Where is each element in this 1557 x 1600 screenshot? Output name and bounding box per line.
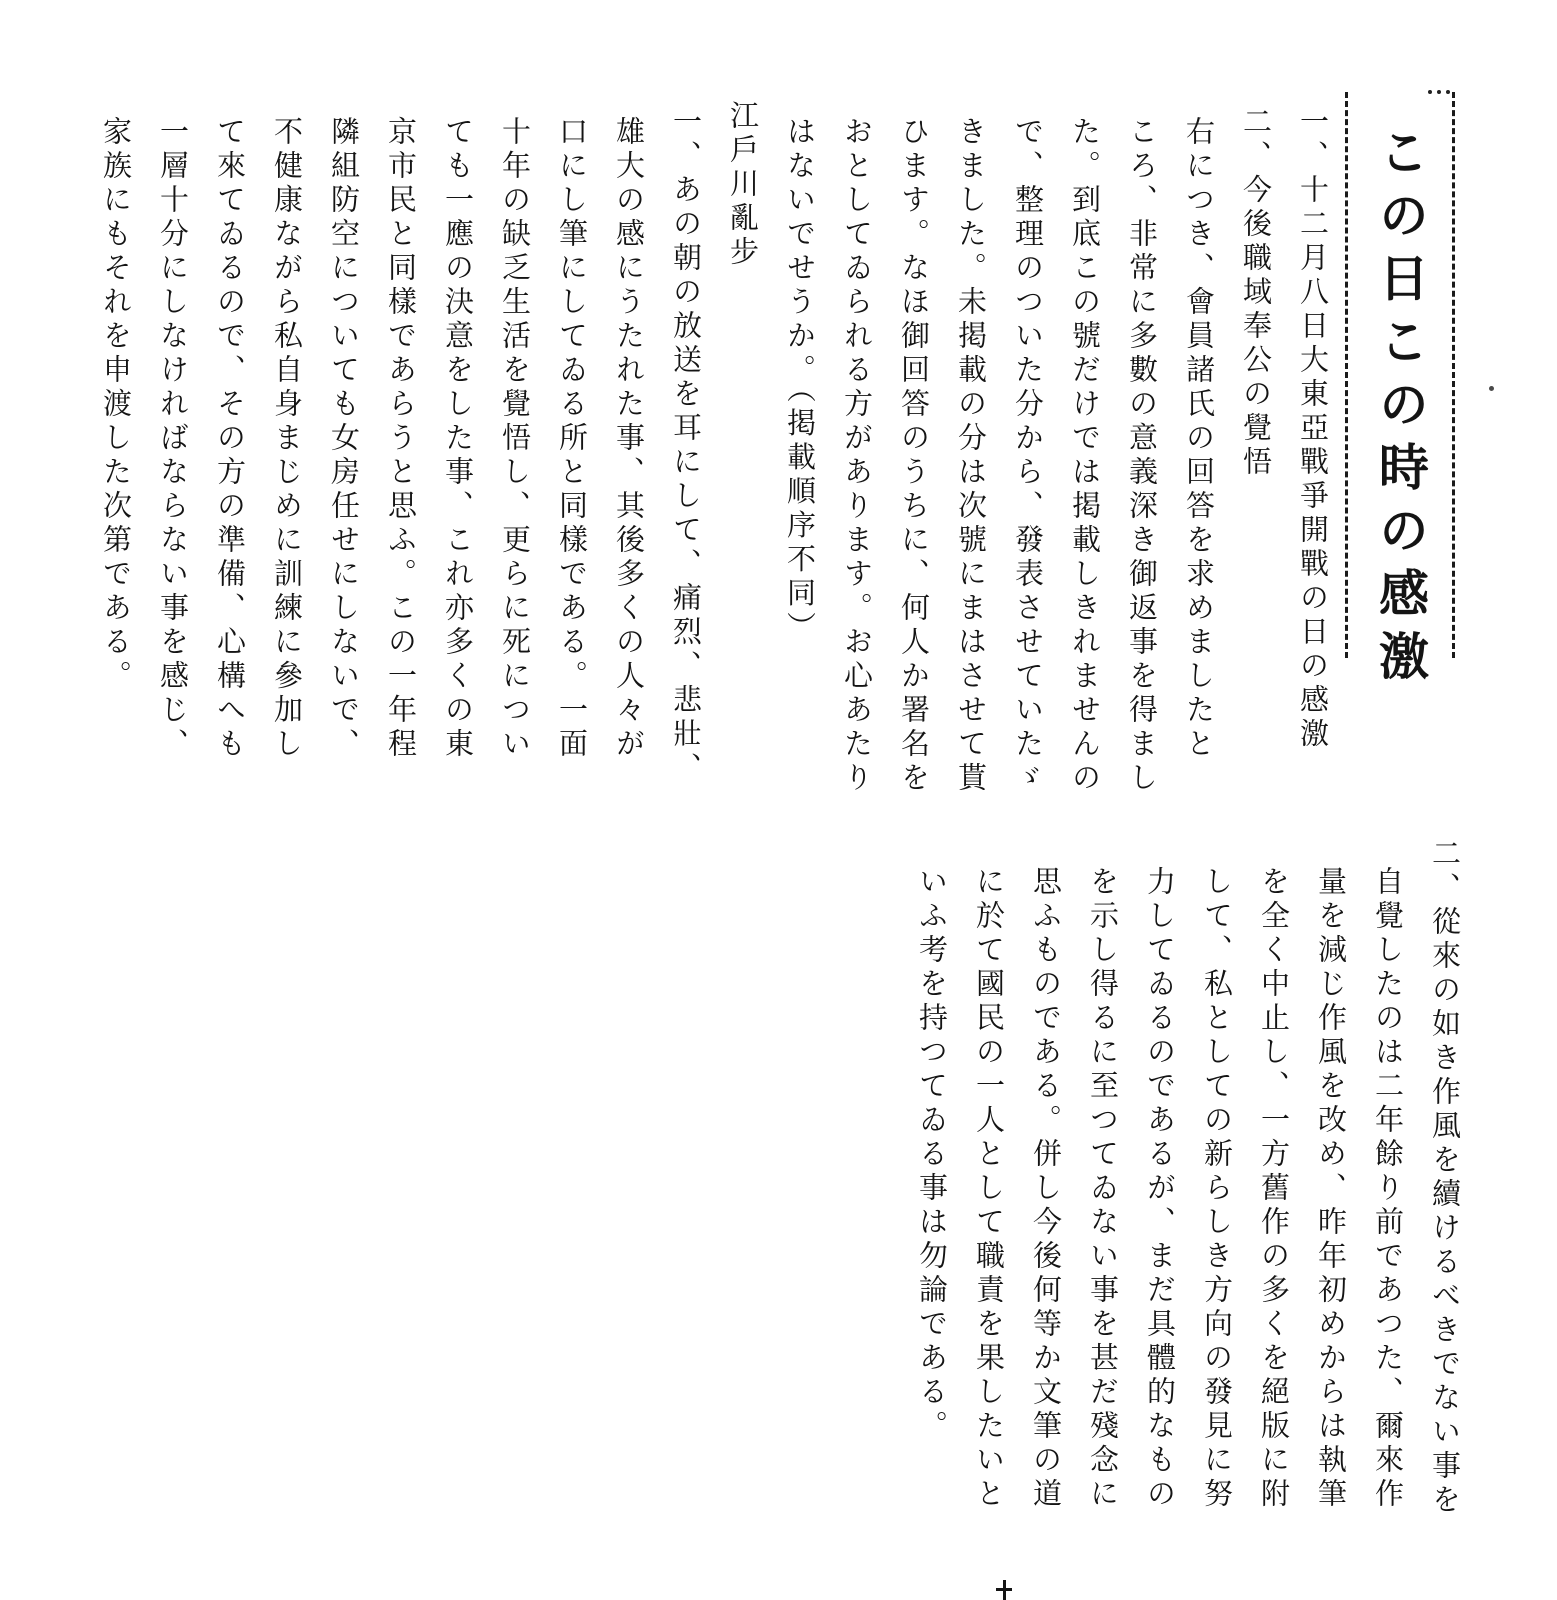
- text-column: 力してゐるのであるが、まだ具體的なもの: [1143, 866, 1177, 1512]
- title-rule-box: [1345, 92, 1455, 693]
- text-column: 量を減じ作風を改め、昨年初めからは執筆: [1314, 866, 1348, 1512]
- text-column: を全く中止し、一方舊作の多くを絕版に附: [1257, 866, 1291, 1512]
- text-column: 一、十二月八日大東亞戰爭開戰の日の感激: [1296, 106, 1330, 752]
- text-column: 一層十分にしなければならない事を感じ、: [156, 116, 190, 762]
- top-text-block: [87, 100, 1341, 824]
- text-column: 京市民と同樣であらうと思ふ。この一年程: [384, 116, 418, 762]
- text-column: ても一應の決意をした事、これ亦多くの東: [441, 116, 475, 762]
- text-column: 自覺したのは二年餘り前であつた、爾來作: [1371, 866, 1405, 1512]
- text-column: きました。未掲載の分は次號にまはさせて貰: [954, 116, 988, 796]
- text-column: 隣組防空についても女房任せにしないで、: [327, 116, 361, 762]
- text-column: いふ考を持つてゐる事は勿論である。: [915, 866, 949, 1444]
- text-column: 不健康ながら私自身まじめに訓練に參加し: [270, 116, 304, 762]
- text-column: して、私としての新らしき方向の發見に努: [1200, 866, 1234, 1512]
- text-column: 一、あの朝の放送を耳にして、痛烈、悲壯、: [669, 106, 703, 786]
- article-title: この日この時の感激: [1371, 126, 1430, 693]
- text-column: を示し得るに至つてゐない事を甚だ殘念に: [1086, 866, 1120, 1512]
- page-mark: [996, 1580, 1012, 1600]
- text-column: 家族にもそれを申渡した次第である。: [99, 116, 133, 694]
- text-column: 思ふものである。併し今後何等か文筆の道: [1029, 866, 1063, 1512]
- text-column: た。到底この號だけでは掲載しきれませんの: [1068, 116, 1102, 796]
- text-column: 口にし筆にしてゐる所と同樣である。一面: [555, 116, 589, 762]
- text-column: て來てゐるので、その方の準備、心構へも: [213, 116, 247, 762]
- text-column: はないでせうか。（掲載順序不同）: [783, 116, 817, 646]
- text-column: 右につき、會員諸氏の回答を求めましたと: [1182, 116, 1216, 762]
- text-column: ころ、非常に多數の意義深き御返事を得まし: [1125, 116, 1159, 796]
- text-column: 十年の缺乏生活を覺悟し、更らに死につい: [498, 116, 532, 762]
- text-column: 二、從來の如き作風を續けるべきでない事を: [1428, 838, 1462, 1518]
- text-column: に於て國民の一人として職責を果したいと: [972, 866, 1006, 1512]
- scan-noise: [1428, 90, 1458, 96]
- bottom-text-block: [903, 838, 1473, 1562]
- text-column: 二、今後職域奉公の覺悟: [1239, 106, 1273, 480]
- respondent-name: 江戶川亂步: [726, 100, 760, 270]
- text-column: で、整理のついた分から、發表させていたゞ: [1011, 116, 1045, 796]
- scan-noise: [1489, 386, 1494, 391]
- text-column: ひます。なほ御回答のうちに、何人か署名を: [897, 116, 931, 796]
- text-column: おとしてゐられる方があります。お心あたり: [840, 116, 874, 796]
- text-column: 雄大の感にうたれた事、其後多くの人々が: [612, 116, 646, 762]
